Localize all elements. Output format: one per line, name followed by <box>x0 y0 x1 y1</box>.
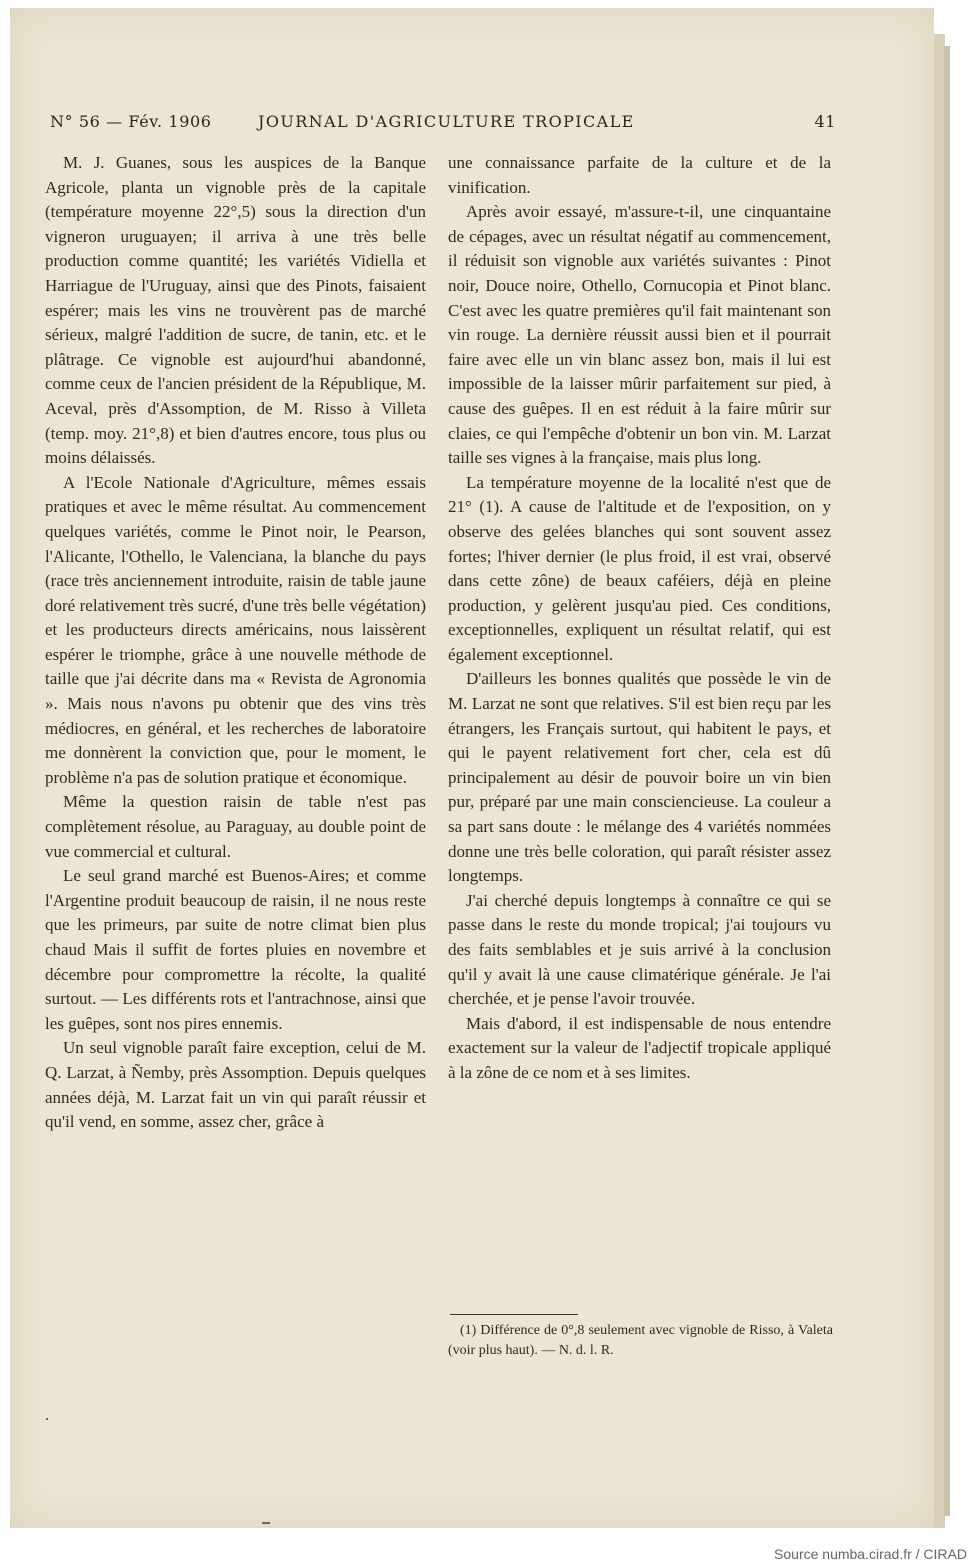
footnote-rule <box>450 1314 578 1315</box>
paragraph: Même la question raisin de table n'est pas complètement résolue, au Paraguay, au double point de vue commercial et cultural. <box>45 792 426 861</box>
paragraph: Le seul grand marché est Buenos-Aires; et comme l'Argentine produit beaucoup de raisin, il ne nous reste que les primeurs, par suite de notre climat bien plus chaud Mais il suffit de fortes pluies en novembre et décembre pour compromettre la récolte, la qualité surtout. — Les différents rots et l'antrachnose, ainsi que les guêpes, sont nos pires ennemis. <box>45 866 426 1033</box>
journal-title: JOURNAL D'AGRICULTURE TROPICALE <box>258 112 635 131</box>
footnote: (1) Différence de 0°,8 seulement avec vignoble de Risso, à Valeta (voir plus haut). — N. d. l. R. <box>448 1323 833 1358</box>
right-column <box>448 151 831 1086</box>
paragraph: La température moyenne de la localité n'est que de 21° (1). A cause de l'altitude et de l'exposition, on y observe des gelées blanches qui sont souvent assez fortes; l'hiver dernier (le plus froid, il est vrai, observé dans cette zône) de beaux caféiers, déjà en pleine production, y gelèrent jusqu'au pied. Ces conditions, exceptionnelles, expliquent un résultat relatif, qui est également exceptionnel. <box>448 472 831 664</box>
paragraph: M. J. Guanes, sous les auspices de la Banque Agricole, planta un vignoble près de la capitale (température moyenne 22°,5) sous la direction d'un vigneron uruguayen; il arriva à une très belle production comme quantité; les variétés Vidiella et Harriague de l'Uruguay, ainsi que des Pinots, faisaient espérer; mais les vins ne trouvèrent pas de marché sérieux, malgré l'addition de sucre, de tanin, etc. et le plâtrage. Ce vignoble est aujourd'hui abandonné, comme ceux de l'ancien président de la République, M. Aceval, près d'Assomption, de M. Risso à Villeta (temp. moy. 21°,8) et bien d'autres encore, tous plus ou moins délaissés. <box>45 153 426 468</box>
paragraph-continued: une connaissance parfaite de la culture et de la vinification. <box>448 153 831 197</box>
source-credit: Source numba.cirad.fr / CIRAD <box>774 1546 967 1562</box>
paragraph: Après avoir essayé, m'assure-t-il, une cinquantaine de cépages, avec un résultat négatif au commencement, il réduisit son vignoble aux variétés suivantes : Pinot noir, Douce noire, Othello, Cornucopia et Pinot blanc. C'est avec les quatre premières qu'il fait maintenant son vin rouge. La dernière réussit aussi bien et il pourrait faire avec elle un vin blanc assez bon, mais il lui est impossible de la laisser mûrir parfaitement sur pied, à cause des guêpes. Il en est réduit à la faire mûrir sur claies, ce qui l'empêche d'obtenir un bon vin. M. Larzat taille ses vignes à la française, mais plus long. <box>448 202 831 468</box>
running-header <box>50 112 836 134</box>
paragraph: Un seul vignoble paraît faire exception, celui de M. Q. Larzat, à Ñemby, près Assomption. Depuis quelques années déjà, M. Larzat fait un vin qui paraît réussir et qu'il vend, en somme, assez cher, grâce à <box>45 1038 426 1132</box>
left-column <box>45 151 426 1135</box>
paragraph: Mais d'abord, il est indispensable de nous entendre exactement sur la valeur de l'adjectif tropicale appliqué à la zône de ce nom et à ses limites. <box>448 1013 831 1082</box>
paragraph: J'ai cherché depuis longtemps à connaître ce qui se passe dans le reste du monde tropical; j'ai toujours vu des faits semblables et je suis arrivé à la conclusion qu'il y avait là une cause climatérique générale. Je l'ai cherchée, et je pense l'avoir trouvée. <box>448 890 831 1009</box>
scan-speck <box>262 1522 270 1524</box>
issue-date: N° 56 — Fév. 1906 <box>50 112 212 131</box>
paragraph: D'ailleurs les bonnes qualités que possède le vin de M. Larzat ne sont que relatives. S'il est bien reçu par les étrangers, les Français surtout, qui habitent le pays, et qui le payent relativement fort cher, cela est dû principalement au désir de pouvoir boire un vin bien pur, préparé par une main consciencieuse. La couleur a sa part sans doute : le mélange des 4 variétés nommées donne une très belle coloration, qui paraît résister assez longtemps. <box>448 669 831 886</box>
scan-speck <box>46 1418 48 1420</box>
page-stack-edge-back <box>944 46 950 1516</box>
paragraph: A l'Ecole Nationale d'Agriculture, mêmes essais pratiques et avec le même résultat. Au commencement quelques variétés, comme le Pinot noir, le Pearson, l'Alicante, l'Othello, le Valenciana, la blanche du pays (race très anciennement introduite, raisin de table jaune doré relativement très sucré, d'une très belle végétation) et les producteurs directs américains, nous laissèrent espérer le triomphe, grâce à une nouvelle méthode de taille que j'ai décrite dans ma « Revista de Agronomia ». Mais nous n'avons pu obtenir que des vins très médiocres, en général, et les recherches de laboratoire me donnèrent la conviction que, pour le moment, le problème n'a pas de solution pratique et économique. <box>45 472 426 787</box>
page-number: 41 <box>814 112 836 131</box>
